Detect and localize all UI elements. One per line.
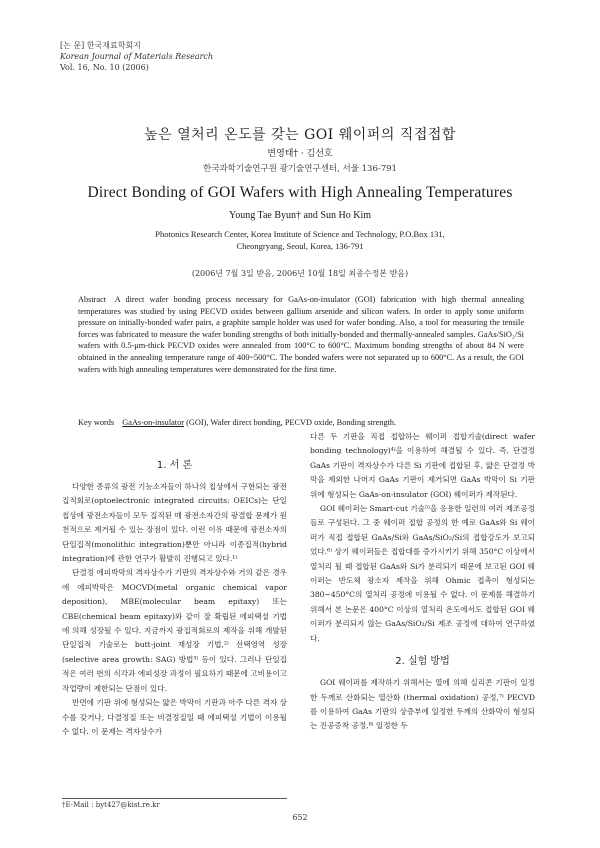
journal-volume: Vol. 16, No. 10 (2006) <box>60 63 149 72</box>
affiliation-line-1: Photonics Research Center, Korea Institute of Science and Technology, P.O.Box 131, <box>155 229 445 239</box>
korean-authors: 변영태† · 김선호 <box>267 149 333 159</box>
english-affiliation <box>0 228 600 252</box>
received-dates: (2006년 7월 3일 받음, 2006년 10월 18일 최종수정본 받음) <box>191 269 409 278</box>
methods-heading: 2. 실험 방법 <box>395 656 450 668</box>
journal-name-korean: [논 문] 한국재료학회지 <box>60 41 141 50</box>
keywords-rest: (GOI), Wafer direct bonding, PECVD oxide, Bonding strength. <box>184 418 397 427</box>
page-number: 652 <box>292 813 308 822</box>
email-footnote: †E-Mail : byt427@kist.re.kr <box>62 798 287 809</box>
right-column <box>310 430 535 734</box>
intro-paragraph-1: 다양한 종류의 광전 기능소자들이 하나의 칩상에서 구현되는 광전 집적회로(optoelectronic integrated circuits: OEICs)는 단일 칩상에 광전소자들이 모두 집적된 매 광전소자간의 광결합 문제가 원천적으로 제거될 수 있는 장점이 있다. 이런 이유 때문에 광전소자의 단일집적(monolithic integration)뿐만 아니라 이종집적(hybrid integration)에 관한 연구가 활발히 진행되고 있다.¹⁾ <box>62 482 287 564</box>
abstract-text: A direct wafer bonding process necessary for GaAs-on-insulator (GOI) fabrication with high thermal annealing temperatures was studied by using PECVD oxides between gallium arsenide and silicon wafers. In order to apply some uniform pressure on initially-bonded wafer pairs, a graphite sample holder was used for wafer bonding. Also, a tool for measuring the tensile forces was fabricated to measure the wafer bonding strengths of both initially-bonded and thermally-annealed samples. GaAs/SiO₂/Si wafers with 0.5-μm-thick PECVD oxides were annealed from 100°C to 600°C. Maximum bonding strengths of about 84 N were obtained in the annealing temperature range of 400~500°C. The bonded wafers were not separated up to 600°C. As a result, the GOI wafers with high annealing temperatures were demonstrated for the first time. <box>78 295 524 374</box>
korean-affiliation: 한국과학기술연구원 광기술연구센터, 서울 136-791 <box>203 164 397 174</box>
abstract-label: Abstract <box>78 295 107 304</box>
keyword-goi: GaAs-on-insulator <box>122 418 185 427</box>
intro-paragraph-3: 반면에 기판 위에 형성되는 얇은 박막이 기판과 아주 다른 격자 상수를 갖거나, 다결정질 또는 비결정질일 때 에피택셜 기법이 이용될 수 없다. 이 문제는 격자상수가 <box>62 698 287 736</box>
english-authors: Young Tae Byun† and Sun Ho Kim <box>229 210 371 221</box>
korean-title: 높은 열처리 온도를 갖는 GOI 웨이퍼의 직접접합 <box>144 127 456 143</box>
intro-paragraph-2: 단결정 에피박막의 격자상수가 기판의 격자상수와 거의 같은 경우에 에피박막은 MOCVD(metal organic chemical vapor deposition), MBE(molecular beam epitaxy) 또는 CBE(chemical beam epitaxy)와 같이 잘 확립된 에피택셜 기법에 의해 성장될 수 있다. 지금까지 광집적회로의 제작을 위해 개발된 단일집적 기술로는 butt-joint 재성장 기법,²⁾ 선택영역 성장(selective area growth: SAG) 방법³⁾ 등이 있다. 그러나 단일집적은 여러 번의 식각과 에피성장 과정이 필요하기 때문에 고비용이고 작업량이 제한되는 단점이 있다. <box>62 568 287 693</box>
journal-name-english: Korean Journal of Materials Research <box>60 52 214 61</box>
keywords <box>78 418 524 427</box>
english-title: Direct Bonding of GOI Wafers with High Annealing Temperatures <box>87 184 513 201</box>
abstract <box>78 294 524 375</box>
introduction-heading: 1. 서 론 <box>156 460 193 471</box>
right-paragraph-2: GOI 웨이퍼는 Smart-cut 기술⁵⁾을 응용한 일련의 여러 제조공정들로 구성된다. 그 중 웨이퍼 접합 공정의 한 예로 GaAs와 Si 웨이퍼가 직접 접합된 GaAs/Si와 GaAs/SiO₂/Si의 접합강도가 보고되었다.⁶⁾ 상기 웨이퍼들은 접합대를 증가시키기 위해 350°C 이상에서 열처리 될 때 접합된 GaAs와 Si가 분리되기 때문에 보고된 GOI 웨이퍼는 반도체 광소자 제작을 위해 Ohmic 접촉이 형성되는 380~450°C의 열처리 공정에 이용될 수 없다. 이 문제를 해결하기 위해서 본 논문은 400°C 이상의 열처리 온도에서도 접합된 GOI 웨이퍼가 분리되지 않는 GaAs/SiO₂/Si 제조 공정에 대하여 연구하였다. <box>310 504 535 643</box>
methods-paragraph-1: GOI 웨이퍼를 제작하기 위해서는 열에 의해 실리콘 기판이 일정한 두께로 산화되는 열산화 (thermal oxidation) 공정,⁷⁾ PECVD를 이용하여 GaAs 기판의 상층부에 일정한 두께의 산화막이 형성되는 진공증착 공정,⁸⁾ 일정한 두 <box>310 678 535 731</box>
keywords-label: Key words <box>78 418 115 427</box>
journal-header <box>60 40 213 73</box>
left-column <box>62 458 287 739</box>
right-paragraph-1: 다른 두 기판을 직접 접합하는 웨이퍼 접합기술(direct wafer bonding technology)⁴⁾을 이용하여 해결될 수 있다. 즉, 단결정 GaAs 기판이 격자상수가 다른 Si 기판에 접합된 후, 얇은 단결정 박막을 제외한 나머지 GaAs 기판이 제거되면 GaAs 박막이 Si 기판 위에 형성되는 GaAs-on-insulator (GOI) 웨이퍼가 제작된다. <box>310 432 535 499</box>
affiliation-line-2: Cheongryang, Seoul, Korea, 136-791 <box>236 241 364 251</box>
